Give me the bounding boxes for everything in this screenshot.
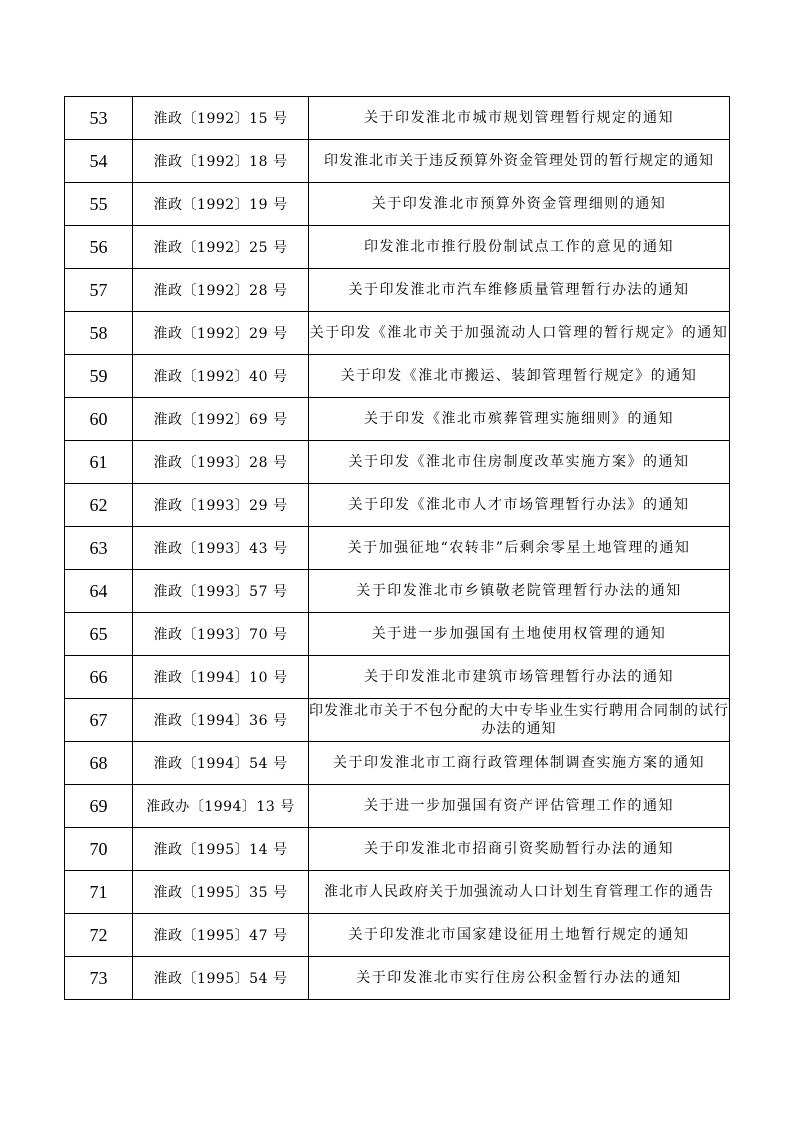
- document-title: 关于印发《淮北市殡葬管理实施细则》的通知: [309, 398, 730, 441]
- table-row: [65, 183, 730, 226]
- document-number: 淮政办〔1994〕13 号: [133, 785, 309, 828]
- table-row: [65, 269, 730, 312]
- document-title: 关于印发《淮北市搬运、装卸管理暂行规定》的通知: [309, 355, 730, 398]
- document-title: 印发淮北市关于不包分配的大中专毕业生实行聘用合同制的试行办法的通知: [309, 699, 730, 742]
- table-row: [65, 226, 730, 269]
- table-row: [65, 656, 730, 699]
- document-number: 淮政〔1992〕29 号: [133, 312, 309, 355]
- document-number: 淮政〔1994〕54 号: [133, 742, 309, 785]
- document-number: 淮政〔1993〕28 号: [133, 441, 309, 484]
- document-title: 关于印发淮北市预算外资金管理细则的通知: [309, 183, 730, 226]
- row-number: 67: [65, 699, 133, 742]
- document-title: 印发淮北市推行股份制试点工作的意见的通知: [309, 226, 730, 269]
- row-number: 71: [65, 871, 133, 914]
- document-number: 淮政〔1994〕10 号: [133, 656, 309, 699]
- row-number: 68: [65, 742, 133, 785]
- row-number: 70: [65, 828, 133, 871]
- table-row: [65, 957, 730, 1000]
- document-title: 关于印发淮北市招商引资奖励暂行办法的通知: [309, 828, 730, 871]
- document-number: 淮政〔1993〕70 号: [133, 613, 309, 656]
- row-number: 73: [65, 957, 133, 1000]
- document-number: 淮政〔1993〕43 号: [133, 527, 309, 570]
- row-number: 54: [65, 140, 133, 183]
- document-number: 淮政〔1992〕25 号: [133, 226, 309, 269]
- document-number: 淮政〔1994〕36 号: [133, 699, 309, 742]
- document-title: 关于印发淮北市汽车维修质量管理暂行办法的通知: [309, 269, 730, 312]
- row-number: 65: [65, 613, 133, 656]
- document-title: 关于印发《淮北市人才市场管理暂行办法》的通知: [309, 484, 730, 527]
- table-row: [65, 484, 730, 527]
- table-row: [65, 613, 730, 656]
- table-row: [65, 441, 730, 484]
- document-title: 印发淮北市关于违反预算外资金管理处罚的暂行规定的通知: [309, 140, 730, 183]
- table-row: [65, 312, 730, 355]
- row-number: 56: [65, 226, 133, 269]
- document-number: 淮政〔1992〕28 号: [133, 269, 309, 312]
- table-row: [65, 527, 730, 570]
- row-number: 58: [65, 312, 133, 355]
- table-row: [65, 914, 730, 957]
- document-title: 关于进一步加强国有资产评估管理工作的通知: [309, 785, 730, 828]
- document-title: 关于加强征地“农转非”后剩余零星土地管理的通知: [309, 527, 730, 570]
- table-row: [65, 699, 730, 742]
- document-list-table: [64, 96, 730, 1000]
- document-title: 关于印发淮北市实行住房公积金暂行办法的通知: [309, 957, 730, 1000]
- row-number: 59: [65, 355, 133, 398]
- document-title: 关于印发淮北市工商行政管理体制调查实施方案的通知: [309, 742, 730, 785]
- document-number: 淮政〔1992〕15 号: [133, 97, 309, 140]
- row-number: 66: [65, 656, 133, 699]
- document-number: 淮政〔1995〕14 号: [133, 828, 309, 871]
- document-title: 关于印发淮北市国家建设征用土地暂行规定的通知: [309, 914, 730, 957]
- row-number: 61: [65, 441, 133, 484]
- table-row: [65, 785, 730, 828]
- document-number: 淮政〔1995〕47 号: [133, 914, 309, 957]
- row-number: 72: [65, 914, 133, 957]
- document-title: 关于印发《淮北市关于加强流动人口管理的暂行规定》的通知: [309, 312, 730, 355]
- row-number: 64: [65, 570, 133, 613]
- table-row: [65, 828, 730, 871]
- document-title: 关于进一步加强国有土地使用权管理的通知: [309, 613, 730, 656]
- row-number: 53: [65, 97, 133, 140]
- table-row: [65, 97, 730, 140]
- document-number: 淮政〔1995〕54 号: [133, 957, 309, 1000]
- document-number: 淮政〔1995〕35 号: [133, 871, 309, 914]
- table-row: [65, 570, 730, 613]
- document-number: 淮政〔1992〕18 号: [133, 140, 309, 183]
- row-number: 69: [65, 785, 133, 828]
- document-title: 关于印发淮北市城市规划管理暂行规定的通知: [309, 97, 730, 140]
- table-row: [65, 140, 730, 183]
- row-number: 63: [65, 527, 133, 570]
- document-number: 淮政〔1993〕29 号: [133, 484, 309, 527]
- document-title: 关于印发淮北市乡镇敬老院管理暂行办法的通知: [309, 570, 730, 613]
- row-number: 55: [65, 183, 133, 226]
- table-row: [65, 355, 730, 398]
- document-title: 淮北市人民政府关于加强流动人口计划生育管理工作的通告: [309, 871, 730, 914]
- document-number: 淮政〔1992〕19 号: [133, 183, 309, 226]
- row-number: 57: [65, 269, 133, 312]
- row-number: 62: [65, 484, 133, 527]
- table-row: [65, 742, 730, 785]
- document-number: 淮政〔1992〕40 号: [133, 355, 309, 398]
- table-row: [65, 398, 730, 441]
- table-row: [65, 871, 730, 914]
- row-number: 60: [65, 398, 133, 441]
- document-number: 淮政〔1993〕57 号: [133, 570, 309, 613]
- document-title: 关于印发《淮北市住房制度改革实施方案》的通知: [309, 441, 730, 484]
- document-title: 关于印发淮北市建筑市场管理暂行办法的通知: [309, 656, 730, 699]
- document-number: 淮政〔1992〕69 号: [133, 398, 309, 441]
